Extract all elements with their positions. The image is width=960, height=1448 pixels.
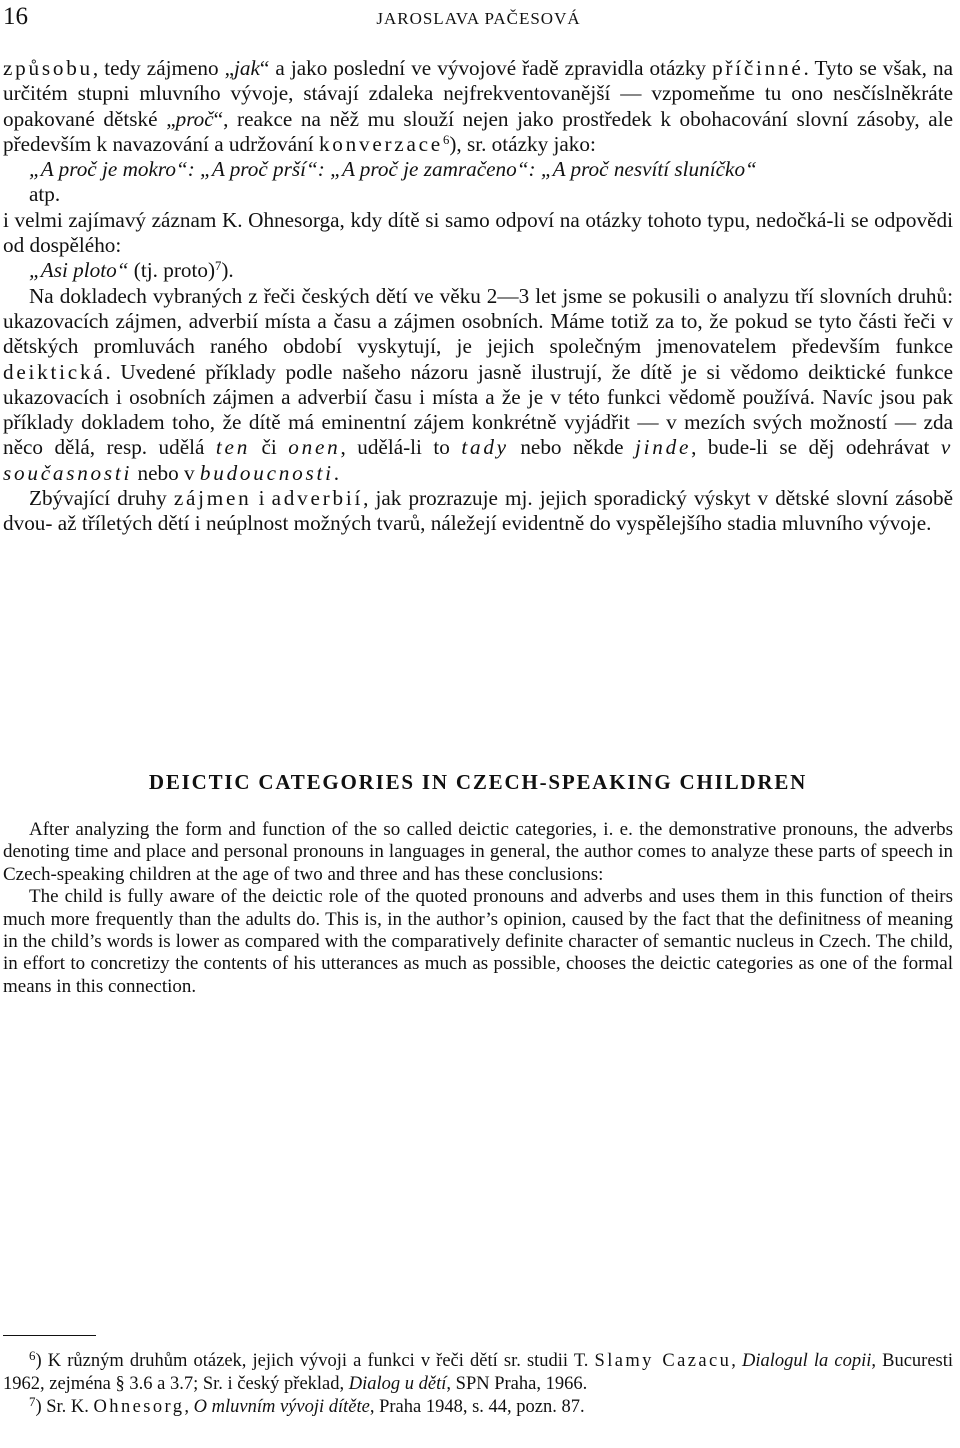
text-run: , Praha 1948, s. 44, pozn. 87. (369, 1397, 585, 1417)
text-run: nebo někde (508, 435, 636, 460)
summary-paragraph-1: After analyzing the form and function of the so called deictic categories, i. e. the demonstrative pronouns, the adverbs denoting time and place and personal pronouns in languages in general, the author comes to analyze these parts of speech in Czech-speaking children at the age of two and three and has these conclusions: (3, 819, 953, 885)
summary-paragraph-2: The child is fully aware of the deictic role of the quoted pronouns and adverbs and uses them in this function of theirs much more frequently than the adults do. This is, in the author’s opinion, caused by the fact that the definitness of meaning in the child’s words is lower as compared with the comparatively definite character of semantic nucleus in Czech. The child, in effort to concretizy the contents of his utterances as much as possible, chooses the deictic categories as one of the formal means in this connection. (3, 886, 953, 997)
body-paragraph-3 (3, 284, 953, 486)
text-run: . Uvedené příklady podle našeho názoru jasně ilustrují, že dítě je si vědomo deiktické funkce ukazovacích i osobních zájmen a adverbií času i místa a že je v této funkci vědomě používá. Navíc jsou pak příklady dokladem toho, že dítě má eminentní zájem konkrétně vyjádřit — v mezích svých možností — zda něco dělá, resp. udělá (3, 359, 953, 460)
text-run: , SPN Praha, 1966. (446, 1374, 588, 1394)
body-paragraph-2 (3, 208, 953, 259)
english-summary (3, 819, 953, 998)
text-run: ) Sr. K. (35, 1397, 94, 1417)
text-run: , tedy zájmeno „ (92, 56, 235, 80)
italic-term: jinde (635, 435, 692, 460)
italic-term: Dialogul la copii (741, 1351, 872, 1371)
text-run: , udělá-li to (340, 435, 462, 460)
italic-term: onen (288, 435, 341, 460)
summary-heading: DEICTIC CATEGORIES IN CZECH-SPEAKING CHILDREN (148, 770, 808, 794)
text-run: Na dokladech vybraných z řeči českých dětí ve věku 2—3 let jsme se pokusili o analyzu tří slovních druhů: ukazovacích zájmen, adverbií místa a času a zájmen osobních. Máme totiž za to, že pokud se tyto části řeči v dětských promluvách raného období vyskytují, je jejich společným jmenovatelem především funkce (3, 283, 953, 359)
text-run: Zbývající druhy (29, 486, 174, 511)
italic-term: O mluvním vývoji dítěte (193, 1397, 370, 1417)
spaced-term: deiktická (3, 359, 106, 384)
italic-term: tady (461, 435, 509, 460)
footnote-mark: 6 (29, 1348, 36, 1364)
article-body (3, 56, 953, 537)
text-run: nebo v (132, 460, 200, 485)
footnotes (3, 1350, 953, 1419)
footnote-6 (3, 1350, 953, 1396)
page-number: 16 (3, 3, 28, 30)
spaced-term: příčinné (712, 56, 804, 80)
text-run: “ a jako poslední ve vývojové řadě zpravidla otázky (259, 56, 713, 80)
example-questions-end: atp. (29, 182, 61, 207)
spaced-term: Ohnesorg (93, 1397, 185, 1417)
footnote-mark: 7 (29, 1394, 36, 1410)
body-paragraph-4 (3, 486, 953, 537)
text-run: i velmi zajímavý záznam K. Ohnesorga, kdy dítě si samo odpoví na otázky tohoto typu, nedočká-li se odpovědi od dospělého: (3, 207, 953, 258)
italic-term: jak (234, 56, 260, 80)
text-run: ), sr. otázky jako: (449, 131, 596, 156)
text-run: , Bucuresti 1962, zejména § 3.6 a 3.7; Sr. i český překlad, (3, 1351, 954, 1394)
spaced-term: způsobu (3, 56, 93, 80)
text-run: . (333, 460, 340, 485)
text-run: i (251, 486, 272, 511)
italic-term: ten (215, 435, 251, 460)
text-run: , jak prozrazuje mj. jejich sporadický výskyt v dětské slovní zásobě dvou- až tříletých dětí i neúplnost možných tvarů, náležejí evidentně do vyspělejšího stadia mluvního vývoje. (3, 486, 954, 536)
text-run: . Tyto se však, na určitém stupni mluvního vývoje, stávají zdaleka nejfrekventovanější — vzpomeňme tu ono nesčíslněkráte opakované dětské „ (3, 56, 953, 131)
footnote-divider (3, 1335, 96, 1336)
text-run: , (184, 1397, 194, 1417)
spaced-term: konverzace (318, 131, 443, 156)
running-head: JAROSLAVA PAČESOVÁ (376, 9, 581, 28)
text-run: ) K různým druhům otázek, jejich vývoji a funkci v řeči dětí sr. studii T. (35, 1351, 595, 1371)
spaced-term: adverbií (271, 486, 364, 511)
text-run: “, reakce na něž mu slouží nejen jako prostředek k obohacování slovní zásoby, ale především k navazování a udržování (3, 106, 954, 156)
text-run: či (250, 435, 289, 460)
italic-term: v současnosti (3, 435, 954, 485)
text-run: ). (221, 258, 234, 283)
spaced-term: Slamy Cazacu (594, 1351, 732, 1371)
italic-term: proč (175, 106, 214, 131)
footnote-ref-6[interactable]: 6 (442, 132, 450, 147)
page-header (3, 2, 954, 32)
italic-term: Dialog u dětí (348, 1374, 447, 1394)
spaced-term: zájmen (173, 486, 252, 511)
italic-term: budoucnosti (199, 460, 334, 485)
text-run: , (731, 1351, 742, 1371)
text-run: (tj. proto) (128, 258, 215, 283)
example-quote (3, 258, 953, 283)
text-run: , bude-li se děj odehrávat (691, 435, 941, 460)
example-questions: „A proč je mokro“: „A proč prší“: „A proč je zamračeno“: „A proč nesvítí sluníčko“ (29, 157, 757, 182)
footnote-7 (3, 1396, 953, 1419)
footnote-ref-7[interactable]: 7 (215, 259, 222, 274)
italic-term: „Asi ploto“ (29, 258, 129, 283)
body-paragraph-1 (3, 56, 953, 157)
